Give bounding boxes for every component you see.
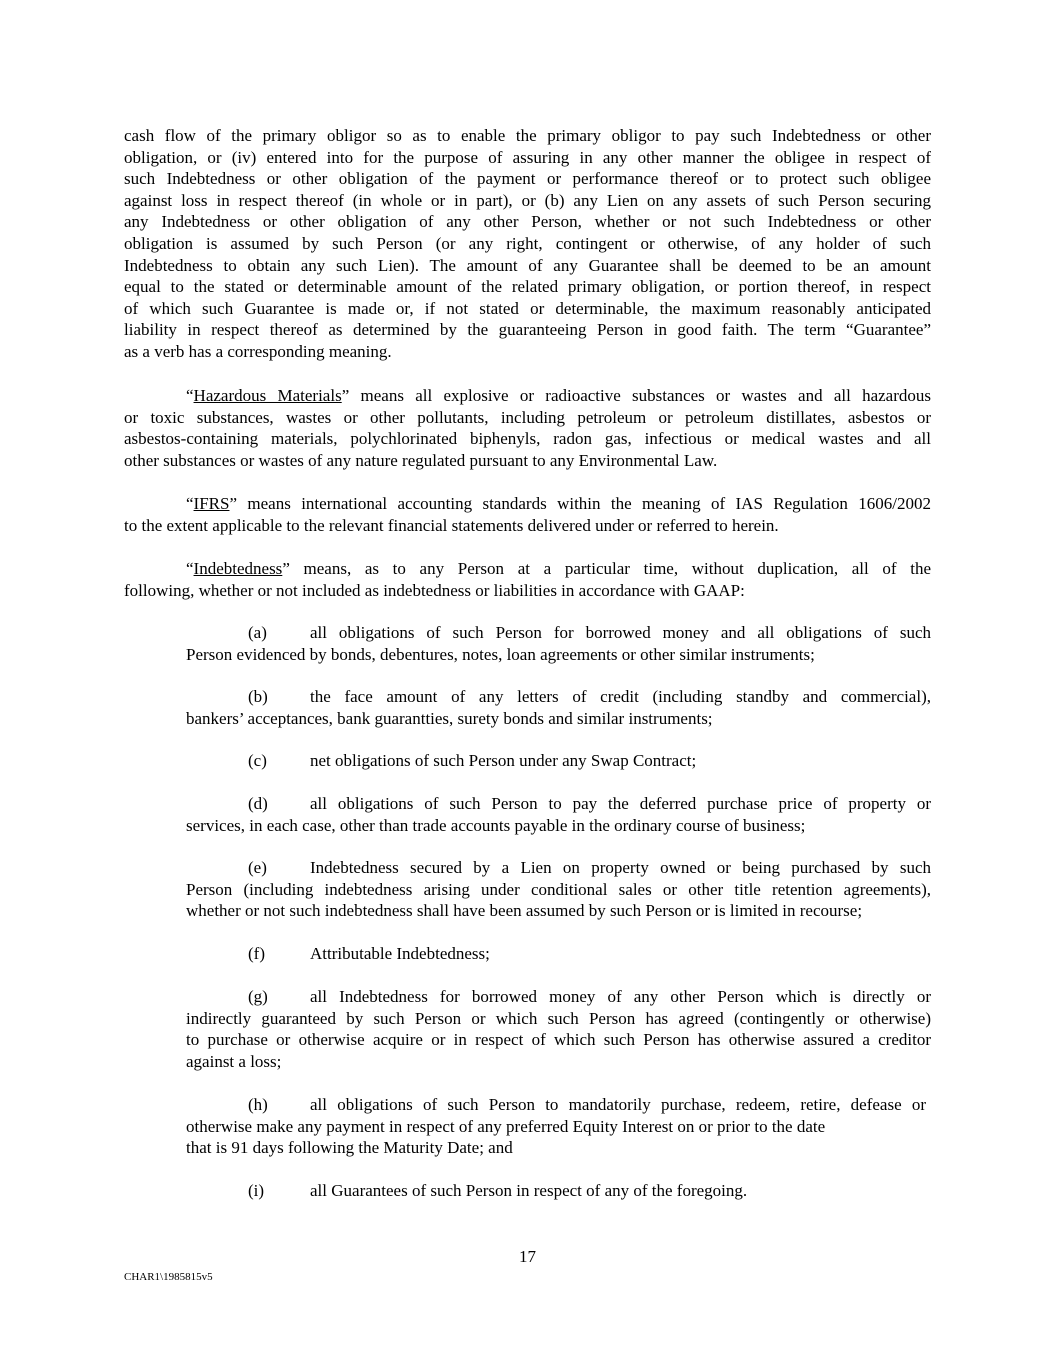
clause-f	[186, 943, 931, 965]
definition-first-line	[124, 558, 931, 580]
clause-text: the face amount of any letters of credit (including standby and commercial),	[310, 687, 931, 706]
clause-label: (a)	[248, 623, 267, 642]
clause-text: net obligations of such Person under any Swap Contract;	[310, 751, 697, 770]
clause-label: (d)	[248, 794, 268, 813]
text-line: indirectly guaranteed by such Person or which such Person has agreed (contingently or otherwise)	[186, 1008, 931, 1028]
definition-text: ” means all explosive or radioactive substances or wastes and all hazardous	[341, 386, 931, 405]
text-line: of which such Guarantee is made or, if not stated or determinable, the maximum reasonably anticipated	[124, 298, 931, 318]
open-quote: “	[186, 386, 194, 405]
clause-label: (e)	[248, 858, 267, 877]
clause-text: Attributable Indebtedness;	[310, 944, 490, 963]
text-line: Person evidenced by bonds, debentures, notes, loan agreements or other similar instruments;	[186, 644, 815, 664]
text-line: as a verb has a corresponding meaning.	[124, 341, 392, 361]
definition-indebtedness	[124, 558, 931, 601]
text-line: Indebtedness to obtain any such Lien). The amount of any Guarantee shall be deemed to be an amount	[124, 255, 931, 275]
clause-first-line	[186, 943, 931, 965]
text-line: against a loss;	[186, 1051, 282, 1071]
text-line: otherwise make any payment in respect of any preferred Equity Interest on or prior to the date	[186, 1116, 826, 1136]
clause-label: (c)	[248, 751, 267, 770]
text-line: whether or not such indebtedness shall have been assumed by such Person or is limited in recourse;	[186, 901, 863, 921]
definition-text: ” means, as to any Person at a particular time, without duplication, all of the	[282, 559, 931, 578]
clause-first-line	[186, 1180, 931, 1202]
text-line: bankers’ acceptances, bank guarantties, surety bonds and similar instruments;	[186, 708, 713, 728]
definition-first-line	[124, 385, 931, 407]
text-line: such Indebtedness or other obligation of the payment or performance thereof or to protect such obligee	[124, 169, 931, 189]
clause-first-line	[186, 622, 931, 644]
clause-text: all Guarantees of such Person in respect of any of the foregoing.	[310, 1181, 748, 1200]
defined-term: Indebtedness	[193, 559, 283, 578]
text-line: equal to the stated or determinable amount of the related primary obligation, or portion thereof, in respect	[124, 277, 931, 297]
text-line: obligation is assumed by such Person (or any right, contingent or otherwise, of any holder of such	[124, 233, 931, 253]
clause-first-line	[186, 986, 931, 1008]
open-quote: “	[186, 494, 194, 513]
clause-text: all Indebtedness for borrowed money of any other Person which is directly or	[310, 987, 931, 1006]
clause-text: all obligations of such Person for borrowed money and all obligations of such	[310, 623, 931, 642]
clause-first-line	[186, 793, 931, 815]
clause-text: all obligations of such Person to pay the deferred purchase price of property or	[310, 794, 931, 813]
text-line: against loss in respect thereof (in whole or in part), or (b) any Lien on any assets of such Person securing	[124, 190, 931, 210]
clause-first-line	[186, 686, 931, 708]
text-line: other substances or wastes of any nature regulated pursuant to any Environmental Law.	[124, 450, 718, 470]
clause-label: (f)	[248, 944, 265, 963]
clause-g	[186, 986, 931, 1072]
definition-text: ” means international accounting standards within the meaning of IAS Regulation 1606/2002	[229, 494, 931, 513]
defined-term: IFRS	[193, 494, 230, 513]
clause-first-line	[186, 750, 931, 772]
definition-ifrs	[124, 493, 931, 536]
definition-hazardous-materials	[124, 385, 931, 471]
definition-first-line	[124, 493, 931, 515]
document-id: CHAR1\1985815v5	[124, 1271, 213, 1283]
text-line: liability in respect thereof as determined by the guaranteeing Person in good faith. The term “Guarantee”	[124, 320, 931, 340]
clause-label: (h)	[248, 1095, 268, 1114]
clause-i	[186, 1180, 931, 1202]
text-line: services, in each case, other than trade accounts payable in the ordinary course of business;	[186, 815, 806, 835]
text-line: cash flow of the primary obligor so as to enable the primary obligor to pay such Indebtedness or other	[124, 126, 931, 145]
clause-b	[186, 686, 931, 729]
text-line: obligation, or (iv) entered into for the purpose of assuring in any other manner the obligee in respect of	[124, 147, 931, 167]
open-quote: “	[186, 559, 194, 578]
text-line: any Indebtedness or other obligation of any other Person, whether or not such Indebtedness or other	[124, 212, 931, 232]
text-line: that is 91 days following the Maturity Date; and	[186, 1138, 513, 1158]
text-line: following, whether or not included as indebtedness or liabilities in accordance with GAAP:	[124, 580, 745, 600]
clause-c	[186, 750, 931, 772]
clause-label: (g)	[248, 987, 268, 1006]
clause-label: (i)	[248, 1181, 265, 1200]
clause-label: (b)	[248, 687, 268, 706]
text-line: asbestos-containing materials, polychlorinated biphenyls, radon gas, infectious or medical wastes and all	[124, 429, 931, 449]
text-line: or toxic substances, wastes or other pollutants, including petroleum or petroleum distillates, asbestos or	[124, 407, 931, 427]
clause-d	[186, 793, 931, 836]
page-number: 17	[519, 1247, 536, 1266]
text-line: to purchase or otherwise acquire or in respect of which such Person has otherwise assured a creditor	[186, 1030, 931, 1050]
clause-a	[186, 622, 931, 665]
clause-first-line	[186, 857, 931, 879]
defined-term: Hazardous Materials	[193, 386, 342, 405]
clause-text: Indebtedness secured by a Lien on property owned or being purchased by such	[310, 858, 931, 877]
text-line: to the extent applicable to the relevant financial statements delivered under or referred to herein.	[124, 515, 779, 535]
guarantee-definition-continuation	[124, 125, 931, 363]
text-line: Person (including indebtedness arising under conditional sales or other title retention agreements),	[186, 879, 931, 899]
clause-e	[186, 857, 931, 922]
clause-text: all obligations of such Person to mandatorily purchase, redeem, retire, defease or	[310, 1095, 926, 1114]
clause-first-line	[186, 1094, 926, 1116]
clause-h	[186, 1094, 926, 1159]
